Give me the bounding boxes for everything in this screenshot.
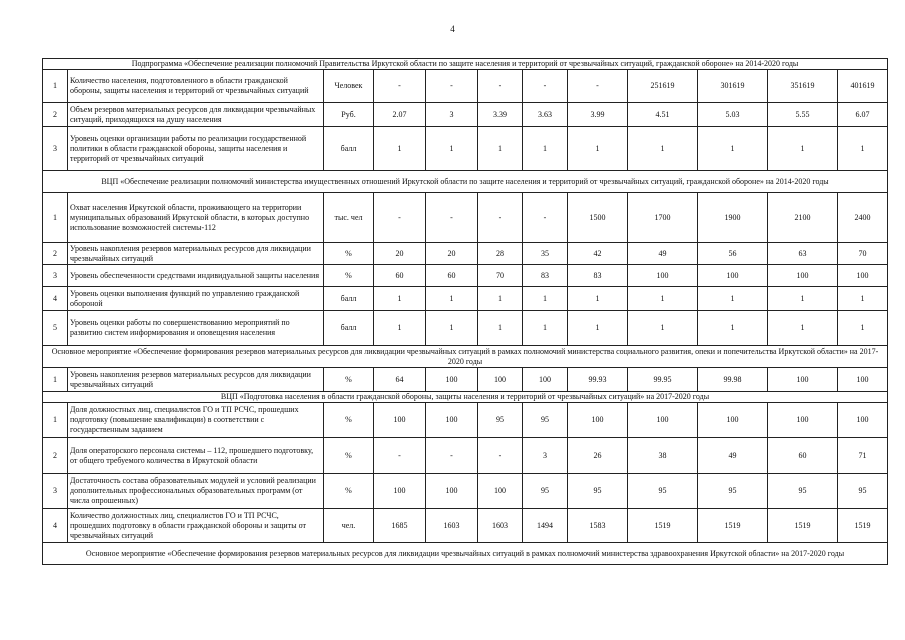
indicator-name: Доля операторского персонала системы – 112, прошедшего подготовку, от общего требуемого количества в Иркутской области [68, 438, 324, 474]
value-cell: 56 [698, 243, 768, 265]
value-cell: - [374, 193, 426, 243]
indicator-name: Уровень накопления резервов материальных ресурсов для ликвидации чрезвычайных ситуаций [68, 368, 324, 392]
indicator-name: Доля должностных лиц, специалистов ГО и ТП РСЧС, прошедших подготовку (повышение квалификации) в соответствии с государственным заданием [68, 403, 324, 438]
value-cell: 1 [426, 127, 478, 171]
value-cell: 1 [523, 311, 568, 346]
value-cell: 35 [523, 243, 568, 265]
value-cell: 3.63 [523, 103, 568, 127]
table-row [43, 265, 888, 287]
page-number: 4 [450, 24, 455, 34]
value-cell: 100 [374, 403, 426, 438]
value-cell: 1 [838, 127, 888, 171]
table-row [43, 474, 888, 509]
table-row [43, 403, 888, 438]
value-cell: 3.39 [478, 103, 523, 127]
value-cell: 60 [374, 265, 426, 287]
unit-cell: % [324, 474, 374, 509]
section-header-row [43, 346, 888, 368]
table-row [43, 287, 888, 311]
value-cell: 83 [568, 265, 628, 287]
value-cell: 2.07 [374, 103, 426, 127]
value-cell: 1700 [628, 193, 698, 243]
indicator-name: Уровень накопления резервов материальных ресурсов для ликвидации чрезвычайных ситуаций [68, 243, 324, 265]
value-cell: 100 [768, 403, 838, 438]
section-header-row [43, 392, 888, 403]
indicator-name: Уровень оценки работы по совершенствованию мероприятий по развитию систем информирования и оповещения населения [68, 311, 324, 346]
value-cell: - [426, 193, 478, 243]
value-cell: 1519 [628, 509, 698, 543]
value-cell: 95 [838, 474, 888, 509]
row-number: 3 [43, 127, 68, 171]
value-cell: 26 [568, 438, 628, 474]
value-cell: 1 [374, 287, 426, 311]
value-cell: 1519 [698, 509, 768, 543]
value-cell: 5.03 [698, 103, 768, 127]
value-cell: 100 [478, 368, 523, 392]
value-cell: - [478, 438, 523, 474]
unit-cell: % [324, 368, 374, 392]
value-cell: - [478, 70, 523, 103]
value-cell: 1 [568, 311, 628, 346]
value-cell: 1 [426, 287, 478, 311]
value-cell: 100 [768, 265, 838, 287]
row-number: 4 [43, 287, 68, 311]
value-cell: 1685 [374, 509, 426, 543]
indicator-name: Уровень обеспеченности средствами индивидуальной защиты населения [68, 265, 324, 287]
unit-cell: % [324, 403, 374, 438]
row-number: 5 [43, 311, 68, 346]
value-cell: 1519 [838, 509, 888, 543]
indicator-name: Охват населения Иркутской области, проживающего на территории муниципальных образований Иркутской области, в которых доступно использование возможностей системы-112 [68, 193, 324, 243]
value-cell: 95 [768, 474, 838, 509]
value-cell: - [523, 193, 568, 243]
value-cell: 70 [478, 265, 523, 287]
value-cell: 1 [698, 287, 768, 311]
value-cell: 1 [838, 311, 888, 346]
value-cell: 3.99 [568, 103, 628, 127]
value-cell: - [426, 438, 478, 474]
value-cell: 1603 [478, 509, 523, 543]
value-cell: 3 [523, 438, 568, 474]
value-cell: 28 [478, 243, 523, 265]
row-number: 2 [43, 438, 68, 474]
value-cell: 401619 [838, 70, 888, 103]
value-cell: 38 [628, 438, 698, 474]
table-row [43, 103, 888, 127]
value-cell: 100 [426, 368, 478, 392]
value-cell: 49 [698, 438, 768, 474]
indicator-name: Количество должностных лиц, специалистов ГО и ТП РСЧС, прошедших подготовку в области гражданской обороны и защиты от чрезвычайных ситуаций [68, 509, 324, 543]
value-cell: 5.55 [768, 103, 838, 127]
value-cell: 1 [628, 127, 698, 171]
value-cell: 20 [426, 243, 478, 265]
value-cell: 100 [698, 403, 768, 438]
row-number: 1 [43, 70, 68, 103]
section-title: Подпрограмма «Обеспечение реализации полномочий Правительства Иркутской области по защите населения и территорий от чрезвычайных ситуаций, гражданской обороне» на 2014-2020 годы [43, 59, 888, 70]
value-cell: 1 [838, 287, 888, 311]
row-number: 2 [43, 243, 68, 265]
value-cell: 100 [838, 265, 888, 287]
value-cell: 1494 [523, 509, 568, 543]
value-cell: 1603 [426, 509, 478, 543]
value-cell: 100 [628, 403, 698, 438]
value-cell: 95 [568, 474, 628, 509]
value-cell: 351619 [768, 70, 838, 103]
value-cell: 95 [523, 474, 568, 509]
value-cell: 1900 [698, 193, 768, 243]
value-cell: 70 [838, 243, 888, 265]
table-row [43, 368, 888, 392]
value-cell: 1583 [568, 509, 628, 543]
indicator-name: Количество населения, подготовленного в области гражданской обороны, защиты населения и территорий от чрезвычайных ситуаций [68, 70, 324, 103]
value-cell: 60 [426, 265, 478, 287]
value-cell: 99.98 [698, 368, 768, 392]
unit-cell: балл [324, 311, 374, 346]
value-cell: 1 [478, 311, 523, 346]
value-cell: 1 [523, 287, 568, 311]
value-cell: 83 [523, 265, 568, 287]
row-number: 3 [43, 474, 68, 509]
section-title: Основное мероприятие «Обеспечение формирования резервов материальных ресурсов для ликвидации чрезвычайных ситуаций в рамках полномочий министерства здравоохранения Иркутской области» на 2017-2020 годы [43, 543, 888, 565]
value-cell: 100 [374, 474, 426, 509]
unit-cell: Человек [324, 70, 374, 103]
value-cell: 3 [426, 103, 478, 127]
row-number: 1 [43, 368, 68, 392]
value-cell: 1519 [768, 509, 838, 543]
section-title: ВЦП «Обеспечение реализации полномочий министерства имущественных отношений Иркутской области по защите населения и территорий от чрезвычайных ситуаций, гражданской обороне» на 2014-2020 годы [43, 171, 888, 193]
table-row [43, 70, 888, 103]
value-cell: 2100 [768, 193, 838, 243]
value-cell: 251619 [628, 70, 698, 103]
value-cell: 301619 [698, 70, 768, 103]
value-cell: - [374, 70, 426, 103]
row-number: 2 [43, 103, 68, 127]
section-header-row [43, 543, 888, 565]
value-cell: 6.07 [838, 103, 888, 127]
value-cell: 95 [478, 403, 523, 438]
value-cell: 1 [478, 287, 523, 311]
value-cell: 1 [568, 127, 628, 171]
value-cell: 99.95 [628, 368, 698, 392]
value-cell: 1 [698, 127, 768, 171]
value-cell: 100 [523, 368, 568, 392]
table-row [43, 243, 888, 265]
value-cell: 1 [698, 311, 768, 346]
value-cell: 42 [568, 243, 628, 265]
unit-cell: балл [324, 287, 374, 311]
value-cell: 1 [426, 311, 478, 346]
value-cell: 1 [478, 127, 523, 171]
value-cell: 1 [768, 287, 838, 311]
unit-cell: тыс. чел [324, 193, 374, 243]
value-cell: - [374, 438, 426, 474]
value-cell: 100 [568, 403, 628, 438]
value-cell: 1 [628, 311, 698, 346]
unit-cell: чел. [324, 509, 374, 543]
value-cell: 100 [426, 403, 478, 438]
indicators-table [42, 58, 888, 565]
row-number: 1 [43, 193, 68, 243]
unit-cell: Руб. [324, 103, 374, 127]
indicator-name: Уровень оценки организации работы по реализации государственной политики в области гражданской обороны, защиты населения и территорий от чрезвычайных ситуаций [68, 127, 324, 171]
table-row [43, 509, 888, 543]
value-cell: - [523, 70, 568, 103]
indicator-name: Уровень оценки выполнения функций по управлению гражданской обороной [68, 287, 324, 311]
row-number: 4 [43, 509, 68, 543]
table-row [43, 127, 888, 171]
value-cell: - [426, 70, 478, 103]
value-cell: 1 [374, 311, 426, 346]
table-row [43, 311, 888, 346]
table-row [43, 193, 888, 243]
table-row [43, 438, 888, 474]
value-cell: 100 [628, 265, 698, 287]
value-cell: 1500 [568, 193, 628, 243]
value-cell: 49 [628, 243, 698, 265]
value-cell: 100 [768, 368, 838, 392]
value-cell: 100 [698, 265, 768, 287]
unit-cell: % [324, 243, 374, 265]
value-cell: 1 [628, 287, 698, 311]
section-title: Основное мероприятие «Обеспечение формирования резервов материальных ресурсов для ликвидации чрезвычайных ситуаций в рамках полномочий министерства социального развития, опеки и попечительства Иркутской области» на 2017-2020 годы [43, 346, 888, 368]
section-header-row [43, 59, 888, 70]
unit-cell: балл [324, 127, 374, 171]
value-cell: 1 [523, 127, 568, 171]
row-number: 1 [43, 403, 68, 438]
indicator-name: Объем резервов материальных ресурсов для ликвидации чрезвычайных ситуаций, приходящихся на душу населения [68, 103, 324, 127]
value-cell: 95 [523, 403, 568, 438]
value-cell: 1 [568, 287, 628, 311]
value-cell: 1 [374, 127, 426, 171]
value-cell: 64 [374, 368, 426, 392]
value-cell: 95 [698, 474, 768, 509]
value-cell: - [568, 70, 628, 103]
value-cell: 1 [768, 311, 838, 346]
value-cell: 95 [628, 474, 698, 509]
value-cell: 1 [768, 127, 838, 171]
section-title: ВЦП «Подготовка населения в области гражданской обороны, защиты населения и территорий от чрезвычайных ситуаций» на 2017-2020 годы [43, 392, 888, 403]
unit-cell: % [324, 438, 374, 474]
value-cell: 100 [838, 403, 888, 438]
value-cell: 100 [478, 474, 523, 509]
value-cell: 2400 [838, 193, 888, 243]
value-cell: - [478, 193, 523, 243]
indicator-name: Достаточность состава образовательных модулей и условий реализации дополнительных профессиональных образовательных программ (от числа опрошенных) [68, 474, 324, 509]
value-cell: 100 [838, 368, 888, 392]
value-cell: 99.93 [568, 368, 628, 392]
value-cell: 63 [768, 243, 838, 265]
row-number: 3 [43, 265, 68, 287]
section-header-row [43, 171, 888, 193]
value-cell: 71 [838, 438, 888, 474]
value-cell: 20 [374, 243, 426, 265]
value-cell: 60 [768, 438, 838, 474]
unit-cell: % [324, 265, 374, 287]
value-cell: 4.51 [628, 103, 698, 127]
value-cell: 100 [426, 474, 478, 509]
